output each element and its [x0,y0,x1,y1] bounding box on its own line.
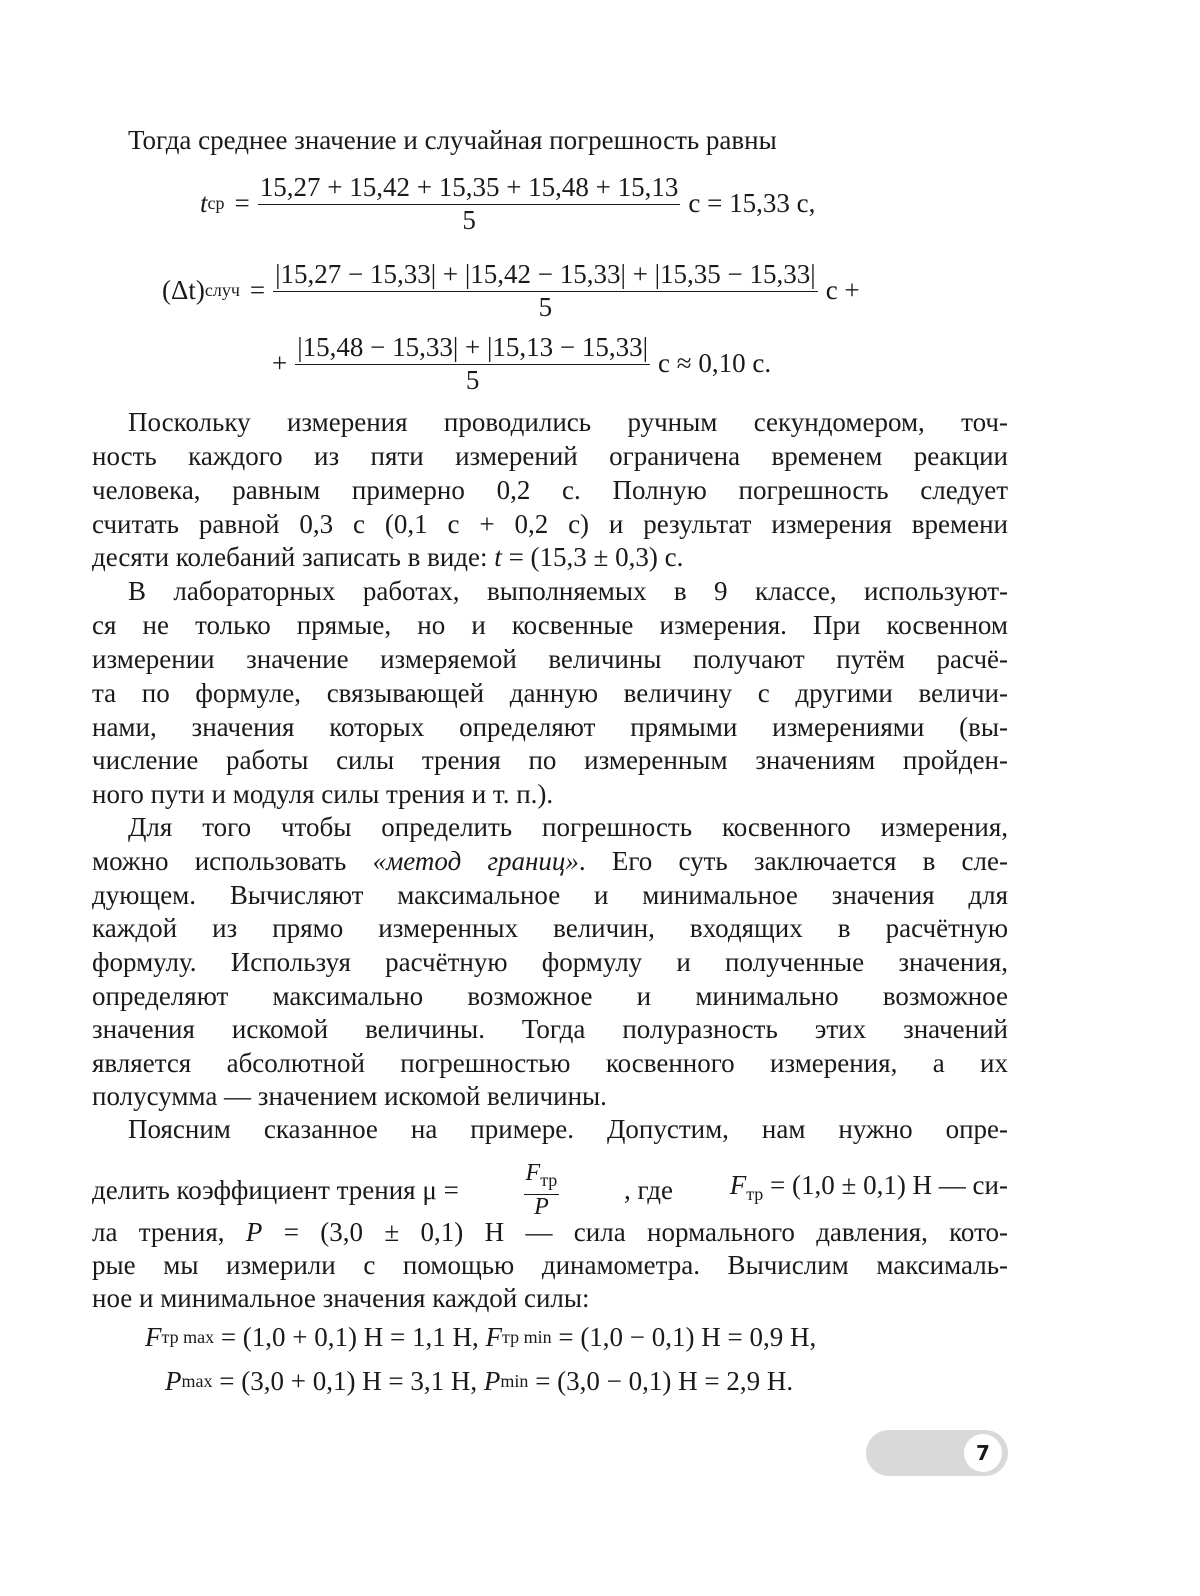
fraction [273,259,818,322]
fraction [295,332,650,395]
formula-eq: = [249,275,266,305]
text: . Его суть заключается в сле- [578,846,1008,876]
paragraph-line: нами, значения которых определяют прямыми измерениями (вы- [92,712,1008,742]
text: = (1,0 + 0,1) Н = 1,1 Н, [214,1322,486,1352]
numerator: 15,27 + 15,42 + 15,35 + 15,48 + 15,13 [258,172,681,205]
formula-pressure-bounds [165,1366,793,1397]
denominator: 5 [462,205,476,235]
text: , где [624,1174,673,1205]
fraction [258,172,681,235]
formula-rhs: с + [825,275,860,305]
paragraph-line: В лабораторных работах, выполняемых в 9 классе, используют- [128,576,1008,606]
var-t: t [494,542,502,572]
var-F: F [525,1159,541,1186]
sub: тр max [161,1327,215,1347]
paragraph-line [92,541,1008,574]
paragraph-line: ного пути и модуля силы трения и т. п.). [92,779,554,809]
paragraph-line [92,845,1008,878]
paragraph-line: каждой из прямо измеренных величин, входящих в расчётную [92,913,1008,943]
term-method: «метод границ» [372,846,579,876]
paragraph-line: числение работы силы трения по измеренным значениям пройден- [92,745,1008,775]
text: = (3,0 + 0,1) Н = 3,1 Н, [212,1366,484,1396]
paragraph-line: формулу. Используя расчётную формулу и полученные значения, [92,947,1008,977]
numerator: |15,27 − 15,33| + |15,42 − 15,33| + |15,35 − 15,33| [273,259,818,292]
text: = (1,0 ± 0,1) Н — си- [763,1170,1008,1200]
paragraph-line: та по формуле, связывающей данную величину с другими величи- [92,678,1008,708]
paragraph-line: ся не только прямые, но и косвенные измерения. При косвенном [92,610,1008,640]
text: = (15,3 ± 0,3) с. [501,542,684,572]
paragraph-line: полусумма — значением искомой величины. [92,1081,607,1111]
paragraph-line: человека, равным примерно 0,2 с. Полную погрешность следует [92,475,1008,505]
denominator: 5 [538,292,553,322]
text: ла трения, [92,1217,246,1247]
formula-var: (Δt) [162,275,205,305]
paragraph-line: считать равной 0,3 с (0,1 с + 0,2 с) и результат измерения времени [92,509,1008,539]
sub: min [500,1371,529,1391]
intro-text: Тогда среднее значение и случайная погрешность равны [128,125,777,155]
paragraph-line: ное и минимальное значения каждой силы: [92,1283,590,1313]
formula-sub: ср [207,193,225,213]
numerator [524,1161,560,1195]
paragraph-line: значения искомой величины. Тогда полуразность этих значений [92,1014,1008,1044]
sub: max [181,1371,213,1391]
formula-rhs: с ≈ 0,10 с. [658,348,772,378]
text: делить коэффициент трения μ = [92,1174,459,1205]
paragraph-line: ность каждого из пяти измерений ограничена временем реакции [92,441,1008,471]
paragraph-line: измерении значение измеряемой величины получают путём расчё- [92,644,1008,674]
text: = (3,0 − 0,1) Н = 2,9 Н. [528,1366,794,1396]
formula-random-error-2 [272,332,771,395]
sub: тр [746,1184,764,1204]
var: P [483,1366,501,1396]
formula-var: t [200,188,208,218]
paragraph-line: Поскольку измерения проводились ручным секундомером, точ- [128,407,1008,437]
var-F: F [729,1170,747,1200]
formula-eq: = [234,188,250,218]
text: = (3,0 ± 0,1) Н — сила нормального давления, кото- [262,1217,1009,1247]
formula-random-error-1 [162,259,860,322]
denominator [534,1195,549,1219]
sub: тр min [502,1327,552,1347]
formula-mean-time [200,172,815,235]
var: P [165,1366,182,1396]
paragraph-line: дующем. Вычисляют максимальное и минимальное значения для [92,880,1008,910]
paragraph-line [92,1216,1008,1249]
formula-plus: + [272,348,288,378]
formula-sub: случ [204,280,240,300]
numerator: |15,48 − 15,33| + |15,13 − 15,33| [295,332,650,365]
var-P: P [534,1193,549,1220]
paragraph-line: Поясним сказанное на примере. Допустим, нам нужно опре- [128,1114,1008,1144]
formula-rhs: с = 15,33 с, [688,188,816,218]
var-P: P [245,1217,263,1247]
text: можно использовать [92,846,373,876]
page-number-badge [866,1430,1008,1476]
page-number: 7 [964,1434,1002,1472]
fraction-mu [524,1161,560,1219]
paragraph-line: определяют максимально возможное и минимально возможное [92,981,1008,1011]
denominator: 5 [465,365,480,395]
paragraph-line: рые мы измерили с помощью динамометра. Вычислим максималь- [92,1250,1008,1280]
text: = (1,0 − 0,1) Н = 0,9 Н, [551,1322,817,1352]
sub: тр [540,1169,558,1190]
paragraph-line: является абсолютной погрешностью косвенного измерения, а их [92,1048,1008,1078]
text: десяти колебаний записать в виде: [92,542,495,572]
var: F [485,1322,502,1352]
paragraph-line: Для того чтобы определить погрешность косвенного измерения, [128,812,1008,842]
var: F [145,1322,162,1352]
formula-friction-bounds [145,1322,816,1353]
